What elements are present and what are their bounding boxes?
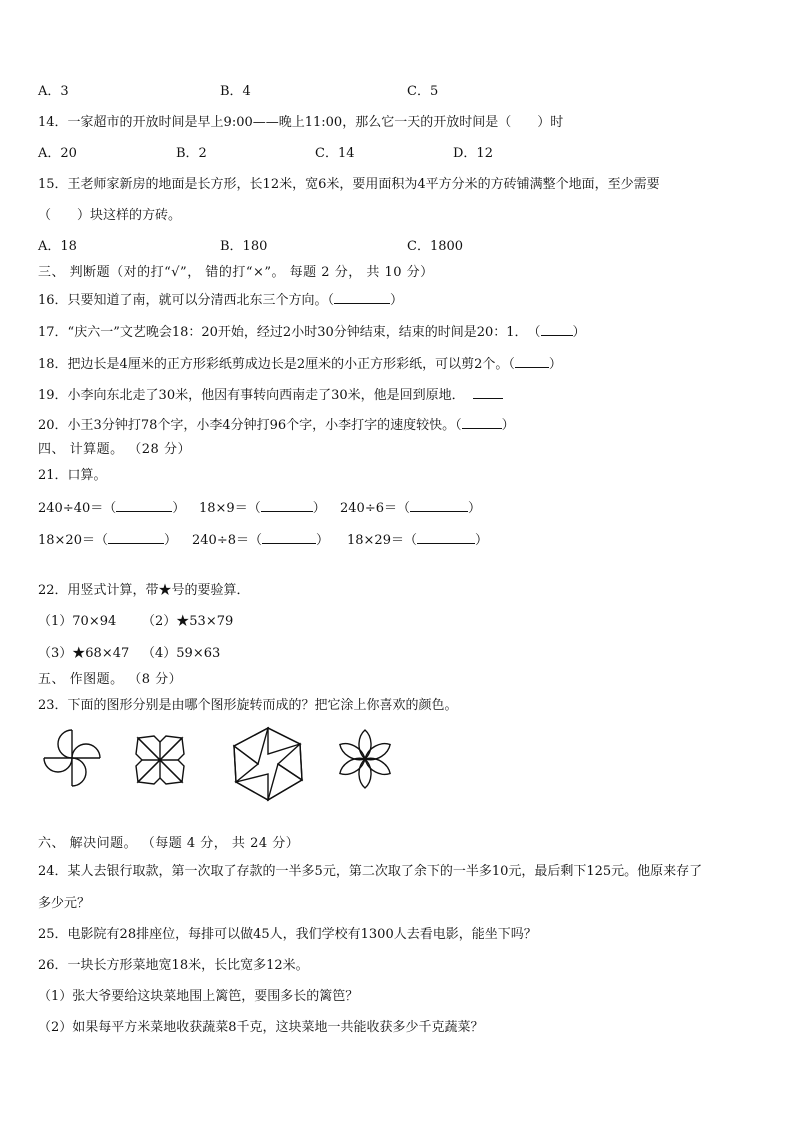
q20 <box>38 416 515 434</box>
q15-option-a: A．18 <box>38 239 77 254</box>
q21-item-6-close: ） <box>474 533 488 548</box>
q20-answer-blank[interactable] <box>462 416 502 429</box>
q14-option-c: C．14 <box>315 146 355 161</box>
q18-close: ） <box>548 357 562 372</box>
q13-option-c: C．5 <box>407 84 439 99</box>
q16-text: 16．只要知道了南，就可以分清西北东三个方向。（ <box>38 293 335 308</box>
q17-close: ） <box>572 325 586 340</box>
q13-option-b: B．4 <box>220 84 251 99</box>
q22-stem: 22．用竖式计算，带★号的要验算． <box>38 583 250 598</box>
q21-item-4-text: 18×20＝（ <box>38 533 108 548</box>
q21-item-6-blank[interactable] <box>417 531 475 544</box>
q21-item-3 <box>340 499 481 517</box>
q23-flower-figure[interactable] <box>330 726 400 792</box>
q19 <box>38 386 503 404</box>
q21-item-5-blank[interactable] <box>262 531 316 544</box>
q21-item-3-text: 240÷6＝（ <box>340 501 410 516</box>
q14-option-d: D．12 <box>453 146 493 161</box>
q20-close: ） <box>501 418 515 433</box>
q16 <box>38 291 403 309</box>
q17-answer-blank[interactable] <box>541 323 573 336</box>
q21-item-5-close: ） <box>315 533 329 548</box>
q21-item-1 <box>38 499 185 517</box>
q15-stem-line1: 15．王老师家新房的地面是长方形，长12米，宽6米，要用面积为4平方分米的方砖铺满整个地面，至少需要 <box>38 177 660 192</box>
q21-stem: 21．口算。 <box>38 468 107 483</box>
q26-sub1: （1）张大爷要给这块菜地围上篱笆，要围多长的篱笆？ <box>38 989 359 1004</box>
q25-text: 25．电影院有28排座位，每排可以做45人，我们学校有1300人去看电影，能坐下吗？ <box>38 927 537 942</box>
q20-text: 20．小王3分钟打78个字，小李4分钟打96个字，小李打字的速度较快。（ <box>38 418 462 433</box>
q21-item-6-text: 18×29＝（ <box>347 533 417 548</box>
q21-item-1-close: ） <box>172 501 186 516</box>
section3-title: 三、 判断题（对的打“√”， 错的打“×”。 每题 2 分， 共 10 分） <box>38 265 434 280</box>
q23-stem: 23．下面的图形分别是由哪个图形旋转而成的？把它涂上你喜欢的颜色。 <box>38 698 458 713</box>
q23-hexagon-triangles-figure[interactable] <box>228 724 308 804</box>
q21-item-5 <box>192 531 329 549</box>
q15-option-c: C．1800 <box>407 239 464 254</box>
q21-item-6 <box>347 531 488 549</box>
q18-answer-blank[interactable] <box>515 355 549 368</box>
q24-line2: 多少元？ <box>38 896 91 911</box>
q15-option-b: B．180 <box>220 239 268 254</box>
q21-item-2-close: ） <box>312 501 326 516</box>
q21-item-2-blank[interactable] <box>261 499 313 512</box>
q23-pinwheel-figure[interactable] <box>36 726 108 790</box>
q21-item-1-blank[interactable] <box>116 499 172 512</box>
q18-text: 18．把边长是4厘米的正方形彩纸剪成边长是2厘米的小正方形彩纸，可以剪2个。（ <box>38 357 515 372</box>
q21-item-3-close: ） <box>467 501 481 516</box>
q22-item-3: （3）★68×47 <box>38 646 130 661</box>
q24-line1: 24．某人去银行取款，第一次取了存款的一半多5元，第二次取了余下的一半多10元，最后剩下125元。他原来存了 <box>38 864 703 879</box>
q18 <box>38 355 562 373</box>
section5-title: 五、 作图题。 （8 分） <box>38 672 183 687</box>
q15-stem-line2: （ ）块这样的方砖。 <box>38 208 182 223</box>
q19-answer-blank[interactable] <box>473 386 503 399</box>
q21-item-2 <box>199 499 326 517</box>
q21-item-4-blank[interactable] <box>108 531 164 544</box>
q13-option-a: A．3 <box>38 84 69 99</box>
q17 <box>38 323 586 341</box>
q14-option-b: B．2 <box>176 146 207 161</box>
q16-answer-blank[interactable] <box>334 291 390 304</box>
q14-option-a: A．20 <box>38 146 77 161</box>
q26-sub2: （2）如果每平方米菜地收获蔬菜8千克，这块菜地一共能收获多少千克蔬菜？ <box>38 1020 484 1035</box>
q16-close: ） <box>390 293 404 308</box>
q23-x-shape-figure[interactable] <box>130 730 190 790</box>
section6-title: 六、 解决问题。 （每题 4 分， 共 24 分） <box>38 836 300 851</box>
q22-item-4: （4）59×63 <box>142 646 221 661</box>
q21-item-1-text: 240÷40＝（ <box>38 501 117 516</box>
q19-text: 19．小李向东北走了30米，他因有事转向西南走了30米，他是回到原地． <box>38 388 465 403</box>
q22-item-2: （2）★53×79 <box>142 614 234 629</box>
q17-text: 17．“庆六一”文艺晚会18：20开始，经过2小时30分钟结束，结束的时间是20：1． （ <box>38 325 541 340</box>
q22-item-1: （1）70×94 <box>38 614 117 629</box>
q21-item-5-text: 240÷8＝（ <box>192 533 262 548</box>
q21-item-3-blank[interactable] <box>410 499 468 512</box>
q14-stem: 14．一家超市的开放时间是早上9:00——晚上11:00，那么它一天的开放时间是（ ）时 <box>38 115 564 130</box>
section4-title: 四、 计算题。 （28 分） <box>38 442 191 457</box>
q21-item-2-text: 18×9＝（ <box>199 501 261 516</box>
q21-item-4 <box>38 531 177 549</box>
q21-item-4-close: ） <box>163 533 177 548</box>
q26-stem: 26．一块长方形菜地宽18米，长比宽多12米。 <box>38 958 309 973</box>
